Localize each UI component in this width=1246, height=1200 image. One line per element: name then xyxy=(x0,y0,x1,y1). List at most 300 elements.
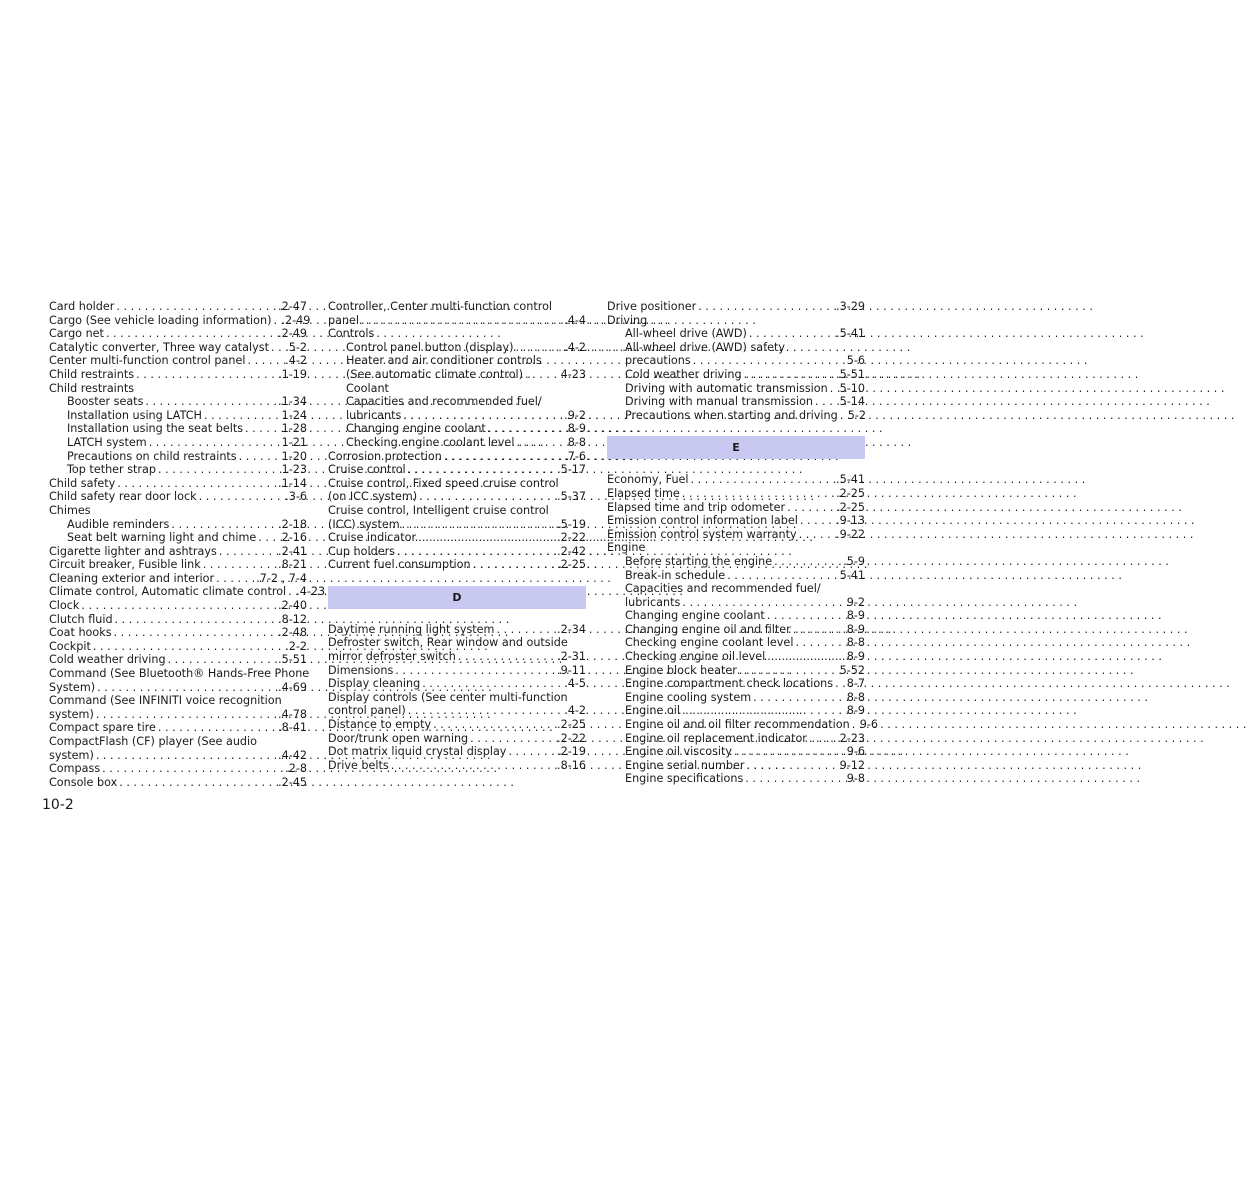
entry-text: LATCH system xyxy=(67,435,147,449)
entry-page-ref: .8-12 xyxy=(278,612,307,626)
entry-page-ref: .2-41 xyxy=(278,544,307,558)
entry-text: Cargo (See vehicle loading information) xyxy=(49,313,272,327)
dot-leader xyxy=(737,664,840,678)
index-entry xyxy=(49,450,307,464)
dot-leader xyxy=(417,490,557,504)
index-entry xyxy=(328,477,586,504)
dot-leader xyxy=(197,490,286,504)
index-entry xyxy=(49,463,307,477)
index-entry xyxy=(49,613,307,627)
dot-leader xyxy=(202,409,282,423)
entry-page-ref: .5-17 xyxy=(557,463,586,477)
entry-page-ref: 2-23 xyxy=(839,731,865,745)
dot-leader xyxy=(406,704,564,718)
entry-text: Console box xyxy=(49,775,118,789)
entry-page-ref: 8-9 xyxy=(846,650,865,664)
entry-page-ref: .8-16 xyxy=(557,758,586,772)
dot-leader xyxy=(828,382,840,396)
index-entry xyxy=(607,382,865,396)
entry-page-ref: .2-22 xyxy=(557,531,586,545)
entry-text: Corrosion protection xyxy=(328,449,442,463)
index-entry xyxy=(607,759,865,773)
section-header: E xyxy=(607,436,865,459)
dot-leader xyxy=(696,300,836,314)
index-entry xyxy=(607,650,865,664)
entry-page-ref: .8-41 xyxy=(278,721,307,735)
index-entry xyxy=(328,463,586,477)
dot-leader xyxy=(401,409,564,423)
entry-page-ref: .2-42 xyxy=(557,544,586,558)
entry-text: panel xyxy=(328,313,360,327)
index-entry xyxy=(607,555,865,569)
entry-page-ref: .2-2 xyxy=(285,639,307,653)
entry-text: Command (See Bluetooth® Hands-Free Phone xyxy=(49,667,310,681)
entry-page-ref: 9-6 xyxy=(846,745,865,759)
entry-text: Card holder xyxy=(49,300,115,313)
entry-page-ref: .5-9 xyxy=(843,554,865,568)
index-entry xyxy=(49,477,307,491)
entry-text: Child safety rear door lock xyxy=(49,490,197,504)
entry-page-ref: .3-29 xyxy=(836,300,865,313)
index-entry xyxy=(607,664,865,678)
entry-text: Elapsed time and trip odometer xyxy=(607,500,786,514)
index-entry xyxy=(328,691,586,718)
entry-text: Controls xyxy=(328,327,375,341)
dot-leader xyxy=(156,721,278,735)
index-entry xyxy=(49,504,307,518)
index-entry xyxy=(328,623,586,637)
index-entry xyxy=(328,327,586,341)
index-entry xyxy=(607,772,865,786)
dot-leader xyxy=(113,613,279,627)
dot-leader xyxy=(689,473,837,487)
dot-leader xyxy=(506,745,557,759)
index-entry xyxy=(49,572,307,586)
dot-leader xyxy=(271,314,281,328)
entry-text: All-wheel drive (AWD) safety xyxy=(625,340,785,354)
entry-text: (on ICC system) xyxy=(328,490,418,504)
index-entry xyxy=(607,609,865,623)
entry-text: Elapsed time xyxy=(607,486,680,500)
entry-text: Daytime running light system xyxy=(328,622,495,636)
entry-text: precautions xyxy=(625,354,691,368)
entry-text: Coolant xyxy=(346,381,389,395)
dot-leader xyxy=(169,518,278,532)
dot-leader xyxy=(94,708,278,722)
entry-text: Cruise control, Intelligent cruise control xyxy=(328,503,549,517)
entry-page-ref: .5-2 xyxy=(285,340,307,354)
entry-text: Engine oil xyxy=(625,704,680,718)
entry-page-ref: .2-48 xyxy=(278,626,307,640)
index-entry xyxy=(328,436,586,450)
entry-page-ref: 4-23 xyxy=(560,367,586,381)
entry-page-ref: .4-2 xyxy=(564,704,586,718)
entry-page-ref: 8-9 xyxy=(846,704,865,718)
dot-leader xyxy=(732,745,847,759)
index-entry xyxy=(328,732,586,746)
index-entry xyxy=(607,745,865,759)
entry-text: Cold weather driving xyxy=(49,653,166,667)
entry-page-ref: 1-28 xyxy=(281,422,307,436)
index-column-2 xyxy=(328,300,586,772)
entry-page-ref: .9-13 xyxy=(836,514,865,528)
dot-leader xyxy=(406,463,557,477)
entry-page-ref: .2-25 xyxy=(836,500,865,514)
dot-leader xyxy=(838,409,848,423)
entry-page-ref: 9-12 xyxy=(839,758,865,772)
entry-page-ref: .9-2 xyxy=(564,408,586,422)
index-entry xyxy=(328,745,586,759)
entry-text: Changing engine oil and filter xyxy=(625,622,791,636)
entry-text: Cockpit xyxy=(49,639,91,653)
index-entry xyxy=(49,382,307,396)
index-entry xyxy=(49,490,307,504)
index-entry xyxy=(607,409,865,423)
index-entry xyxy=(328,664,586,678)
dot-leader xyxy=(416,531,557,545)
entry-page-ref: 8-9 xyxy=(567,422,586,436)
dot-leader xyxy=(797,528,836,542)
index-entry xyxy=(49,422,307,436)
index-entry xyxy=(607,327,865,341)
entry-page-ref: .5-51 xyxy=(278,653,307,667)
entry-text: Installation using the seat belts xyxy=(67,422,244,436)
index-entry xyxy=(607,314,865,328)
entry-text: System) xyxy=(49,680,96,694)
dot-leader xyxy=(494,623,557,637)
entry-page-ref: 5-2 xyxy=(847,408,866,422)
entry-page-ref: .2-47 xyxy=(278,300,307,313)
entry-page-ref: .5-19 xyxy=(557,517,586,531)
index-entry xyxy=(49,300,307,314)
dot-leader xyxy=(680,704,847,718)
dot-leader xyxy=(166,653,278,667)
entry-page-ref: .2-34 xyxy=(557,622,586,636)
dot-leader xyxy=(245,354,285,368)
entry-text: Capacities and recommended fuel/ xyxy=(625,582,821,596)
dot-leader xyxy=(420,677,564,691)
dot-leader xyxy=(680,487,836,501)
entry-page-ref: .5-37 xyxy=(557,490,586,504)
dot-leader xyxy=(395,545,557,559)
entry-text: Installation using LATCH xyxy=(67,408,202,422)
entry-text: Display cleaning xyxy=(328,677,421,691)
index-entry xyxy=(328,395,586,422)
index-column-3 xyxy=(607,300,878,786)
index-entry xyxy=(328,718,586,732)
dot-leader xyxy=(833,677,847,691)
dot-leader xyxy=(389,759,557,773)
index-entry xyxy=(607,718,878,732)
dot-leader xyxy=(147,436,282,450)
entry-page-ref: .2-45 xyxy=(278,775,307,789)
entry-text: Chimes xyxy=(49,503,91,517)
index-entry xyxy=(49,341,307,355)
dot-leader xyxy=(486,422,568,436)
entry-text: Heater and air conditioner controls xyxy=(346,354,542,368)
dot-leader xyxy=(237,450,282,464)
entry-text: Engine compartment check locations xyxy=(625,677,834,691)
index-entry xyxy=(607,473,865,487)
index-entry xyxy=(607,582,865,609)
dot-leader xyxy=(791,623,847,637)
index-entry xyxy=(328,636,586,663)
index-entry xyxy=(49,518,307,532)
entry-text: Dimensions xyxy=(328,663,394,677)
entry-text: Precautions when starting and driving xyxy=(625,408,838,422)
dot-leader xyxy=(725,569,839,583)
entry-text: Clutch fluid xyxy=(49,612,113,626)
dot-leader xyxy=(104,327,278,341)
entry-page-ref: .4-23 xyxy=(296,585,326,599)
entry-page-ref: .7-2 , 7-4 xyxy=(256,571,307,585)
entry-text: Door/trunk open warning xyxy=(328,731,469,745)
entry-page-ref: 1-20 xyxy=(281,449,307,463)
dot-leader xyxy=(143,395,278,409)
dot-leader xyxy=(523,368,561,382)
entry-text: Child restraints xyxy=(49,381,135,395)
entry-text: system) xyxy=(49,748,94,762)
entry-page-ref: 5-41 xyxy=(839,568,865,582)
entry-text: (ICC) system xyxy=(328,517,400,531)
entry-page-ref: 8-9 xyxy=(846,609,865,623)
index-entry xyxy=(49,409,307,423)
entry-page-ref: 1-21 xyxy=(281,435,307,449)
dot-leader xyxy=(514,436,567,450)
entry-text: mirror defroster switch xyxy=(328,650,456,664)
entry-text: Center multi-function control panel xyxy=(49,354,246,368)
index-entry xyxy=(607,691,865,705)
entry-text: lubricants xyxy=(625,595,681,609)
entry-page-ref: 5-51 xyxy=(839,367,865,381)
index-entry xyxy=(607,541,865,555)
entry-text: Current fuel consumption xyxy=(328,558,471,572)
entry-text: Cargo net xyxy=(49,327,104,341)
entry-page-ref: .2-40 xyxy=(278,599,307,613)
entry-page-ref: .8-21 xyxy=(278,558,307,572)
entry-page-ref: 8-8 xyxy=(567,435,586,449)
dot-leader xyxy=(798,514,836,528)
dot-leader xyxy=(269,341,285,355)
dot-leader xyxy=(793,636,846,650)
dot-leader xyxy=(456,650,557,664)
dot-leader xyxy=(393,664,557,678)
entry-page-ref: 8-7 xyxy=(846,677,865,691)
index-entry xyxy=(328,531,586,545)
entry-page-ref: .2-8 xyxy=(285,762,307,776)
index-entry xyxy=(49,735,307,762)
entry-text: Seat belt warning light and chime xyxy=(67,531,257,545)
index-entry xyxy=(49,354,307,368)
entry-text: Break-in schedule xyxy=(625,568,726,582)
dot-leader xyxy=(94,749,278,763)
index-entry xyxy=(328,422,586,436)
entry-page-ref: .4-4 xyxy=(564,313,586,327)
entry-text: Defroster switch, Rear window and outside xyxy=(328,636,568,650)
dot-leader xyxy=(431,718,557,732)
entry-text: Driving with manual transmission xyxy=(625,395,814,409)
index-entry xyxy=(607,704,865,718)
dot-leader xyxy=(765,650,847,664)
dot-leader xyxy=(813,395,840,409)
index-entry xyxy=(49,762,307,776)
index-entry xyxy=(607,395,865,409)
index-entry xyxy=(49,436,307,450)
dot-leader xyxy=(214,572,256,586)
index-entry xyxy=(328,300,586,327)
entry-text: Engine serial number xyxy=(625,758,745,772)
index-entry xyxy=(607,300,865,314)
index-entry xyxy=(49,653,307,667)
entry-text: CompactFlash (CF) player (See audio xyxy=(49,735,257,748)
index-entry xyxy=(49,585,326,599)
dot-leader xyxy=(471,558,557,572)
index-entry xyxy=(328,677,586,691)
entry-text: Cup holders xyxy=(328,544,396,558)
entry-text: Cleaning exterior and interior xyxy=(49,571,215,585)
index-entry xyxy=(49,721,307,735)
dot-leader xyxy=(217,545,278,559)
index-entry xyxy=(607,636,865,650)
entry-page-ref: .2-25 xyxy=(557,718,586,732)
index-entry xyxy=(49,694,307,721)
entry-page-ref: .3-6 xyxy=(285,490,307,504)
index-entry xyxy=(49,626,307,640)
entry-text: Cruise indicator xyxy=(328,531,417,545)
entry-text: Engine oil viscosity xyxy=(625,745,733,759)
index-entry xyxy=(607,501,865,515)
dot-leader xyxy=(514,341,565,355)
entry-text: Circuit breaker, Fusible link xyxy=(49,558,201,572)
entry-page-ref: 5-14 xyxy=(839,395,865,409)
index-entry xyxy=(328,382,586,396)
entry-text: Cold weather driving xyxy=(625,367,742,381)
entry-text: Drive belts xyxy=(328,758,389,772)
entry-text: Engine block heater xyxy=(625,663,737,677)
index-entry xyxy=(607,514,865,528)
entry-text: Cigarette lighter and ashtrays xyxy=(49,544,217,558)
entry-page-ref: 5-10 xyxy=(839,381,865,395)
entry-text: Booster seats xyxy=(67,395,144,409)
entry-text: Driving with automatic transmission xyxy=(625,381,828,395)
index-entry xyxy=(49,776,307,790)
dot-leader xyxy=(100,762,285,776)
entry-text: Cruise control xyxy=(328,463,406,477)
entry-page-ref: .1-34 xyxy=(278,395,307,409)
entry-text: Capacities and recommended fuel/ xyxy=(346,395,542,409)
entry-text: Command (See INFINITI voice recognition xyxy=(49,694,282,708)
entry-text: Cruise control, Fixed speed cruise control xyxy=(328,476,559,490)
entry-page-ref: .1-14 xyxy=(278,476,307,490)
dot-leader xyxy=(243,422,282,436)
entry-page-ref: .2-49 xyxy=(281,313,311,327)
entry-text: Drive positioner xyxy=(607,300,697,313)
dot-leader xyxy=(256,531,281,545)
entry-page-ref: .5-41 xyxy=(836,473,865,487)
entry-page-ref: .9-11 xyxy=(557,663,586,677)
entry-page-ref: .4-2 xyxy=(564,340,586,354)
index-entry xyxy=(49,368,307,382)
index-entry xyxy=(328,504,586,531)
dot-leader xyxy=(765,609,847,623)
dot-leader xyxy=(112,626,279,640)
dot-leader xyxy=(79,599,278,613)
entry-text: Dot matrix liquid crystal display xyxy=(328,745,507,759)
index-entry xyxy=(49,545,307,559)
dot-leader xyxy=(91,640,285,654)
dot-leader xyxy=(691,354,847,368)
entry-text: Child restraints xyxy=(49,367,135,381)
entry-text: Clock xyxy=(49,599,80,613)
entry-page-ref: .4-69 xyxy=(278,680,307,694)
entry-page-ref: 9-2 xyxy=(846,595,865,609)
dot-leader xyxy=(680,596,846,610)
entry-text: Engine oil and oil filter recommendation xyxy=(625,718,850,732)
dot-leader xyxy=(156,463,282,477)
index-entry xyxy=(607,528,865,542)
entry-text: Audible reminders xyxy=(67,517,170,531)
entry-text: Display controls (See center multi-function xyxy=(328,690,568,704)
section-header: D xyxy=(328,586,586,609)
dot-leader xyxy=(442,450,564,464)
entry-page-ref: 8-8 xyxy=(846,636,865,650)
dot-leader xyxy=(785,501,836,515)
index-entry xyxy=(49,599,307,613)
entry-text: Checking engine oil level xyxy=(625,650,766,664)
entry-page-ref: .4-78 xyxy=(278,707,307,721)
entry-text: Engine specifications xyxy=(625,772,744,786)
entry-text: Climate control, Automatic climate control xyxy=(49,585,287,599)
page-number: 10-2 xyxy=(42,797,74,813)
entry-text: Coat hooks xyxy=(49,626,112,640)
dot-leader xyxy=(468,732,557,746)
entry-page-ref: .2-49 xyxy=(278,327,307,341)
index-entry xyxy=(328,341,586,355)
dot-leader xyxy=(751,691,847,705)
entry-page-ref: .2-25 xyxy=(557,558,586,572)
entry-page-ref: 1-23 xyxy=(281,463,307,477)
entry-page-ref: .9-22 xyxy=(836,527,865,541)
dot-leader xyxy=(747,327,836,341)
entry-text: Checking engine coolant level xyxy=(346,435,515,449)
index-column-1 xyxy=(49,300,326,789)
entry-page-ref: 1-24 xyxy=(281,408,307,422)
dot-leader xyxy=(850,718,860,732)
entry-text: Changing engine coolant xyxy=(346,422,486,436)
entry-page-ref: .4-2 xyxy=(285,354,307,368)
dot-leader xyxy=(400,518,557,532)
index-entry xyxy=(49,313,311,328)
entry-text: Checking engine coolant level xyxy=(625,636,794,650)
entry-page-ref: .5-41 xyxy=(836,327,865,341)
entry-text: control panel) xyxy=(328,704,406,718)
dot-leader xyxy=(95,681,278,695)
entry-page-ref: .1-19 xyxy=(278,367,307,381)
entry-page-ref: 9-6 xyxy=(859,718,878,732)
entry-text: Emission control information label xyxy=(607,514,798,528)
entry-text: lubricants xyxy=(346,408,402,422)
index-entry xyxy=(49,558,307,572)
entry-text: Before starting the engine xyxy=(625,554,773,568)
entry-text: Engine oil replacement indicator xyxy=(625,731,807,745)
index-entry xyxy=(49,395,307,409)
dot-leader xyxy=(772,555,843,569)
dot-leader xyxy=(745,759,840,773)
index-entry xyxy=(328,759,586,773)
index-entry xyxy=(328,450,586,464)
entry-text: Changing engine coolant xyxy=(625,609,765,623)
entry-text: Top tether strap xyxy=(67,463,156,477)
